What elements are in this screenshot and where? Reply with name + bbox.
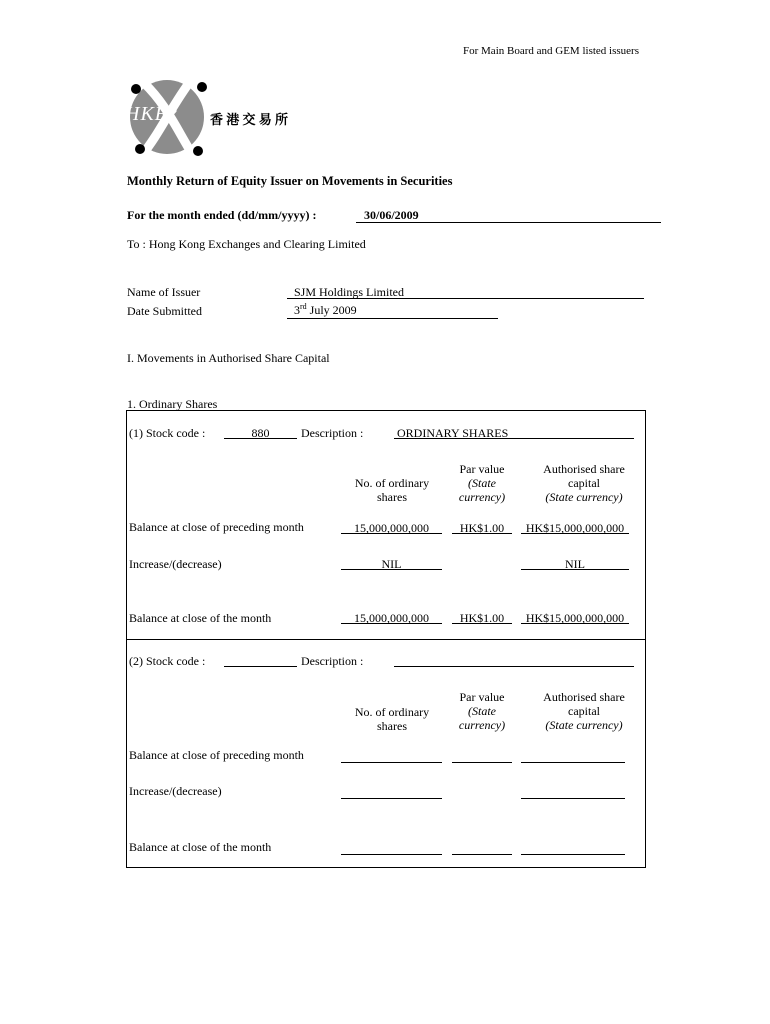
col-header-text: (State: [468, 476, 496, 490]
col-header-text: (State currency): [545, 718, 623, 732]
row-label-increase-1: Increase/(decrease): [129, 557, 222, 571]
date-submitted-label: Date Submitted: [127, 304, 202, 318]
col-header-text: (State: [468, 704, 496, 718]
form-applicability-note: For Main Board and GEM listed issuers: [463, 45, 639, 57]
recipient-line: To : Hong Kong Exchanges and Clearing Limited: [127, 237, 366, 251]
month-ended-underline: [356, 222, 661, 223]
col-header-auth-capital-1: [520, 462, 648, 504]
stock-code-value-1: 880: [251, 426, 270, 440]
increase-no-shares-blank-2: [341, 798, 442, 799]
stock-code-underline-1: [224, 438, 297, 439]
col-header-text: shares: [377, 719, 407, 733]
month-ended-label: For the month ended (dd/mm/yyyy) :: [127, 208, 317, 222]
description-label-1: Description :: [301, 426, 364, 440]
col-header-text: currency): [458, 718, 506, 732]
description-underline-1: [394, 438, 634, 439]
date-suffix: rd: [300, 302, 307, 311]
col-header-text: Par value: [459, 690, 505, 704]
date-rest: July 2009: [306, 303, 357, 317]
close-par-value-blank-2: [452, 854, 512, 855]
col-header-text: Authorised share: [543, 690, 625, 704]
col-header-par-value-1: [450, 462, 514, 504]
close-no-shares-blank-2: [341, 854, 442, 855]
preceding-auth-capital-blank-2: [521, 762, 625, 763]
col-header-text: capital: [568, 704, 600, 718]
issuer-underline: [287, 298, 644, 299]
close-auth-capital-1: HK$15,000,000,000: [525, 611, 625, 625]
stock-code-label-1: (1) Stock code :: [129, 426, 206, 440]
subsection-title: 1. Ordinary Shares: [127, 397, 218, 411]
col-header-auth-capital-2: [520, 690, 648, 732]
preceding-par-value-1: HK$1.00: [459, 521, 505, 535]
col-header-text: Authorised share: [543, 462, 625, 476]
row-label-preceding-1: Balance at close of preceding month: [129, 520, 304, 534]
month-ended-value: 30/06/2009: [364, 208, 419, 222]
stock-code-underline-2: [224, 666, 297, 667]
preceding-no-shares-blank-2: [341, 762, 442, 763]
stock-code-label-2: (2) Stock code :: [129, 654, 206, 668]
row-label-close-1: Balance at close of the month: [129, 611, 272, 625]
date-underline: [287, 318, 498, 319]
col-header-text: Par value: [459, 462, 505, 476]
row-label-increase-2: Increase/(decrease): [129, 784, 222, 798]
col-header-text: (State currency): [545, 490, 623, 504]
col-header-par-value-2: [450, 690, 514, 732]
close-auth-capital-blank-2: [521, 854, 625, 855]
close-no-shares-1: 15,000,000,000: [354, 611, 429, 625]
row-label-preceding-2: Balance at close of preceding month: [129, 748, 304, 762]
logo-text: HKEx: [125, 103, 178, 125]
col-header-no-shares-1: [340, 476, 444, 504]
description-value-1: ORDINARY SHARES: [397, 426, 509, 440]
row-label-close-2: Balance at close of the month: [129, 840, 272, 854]
col-header-text: No. of ordinary: [354, 705, 430, 719]
issuer-value: SJM Holdings Limited: [294, 285, 405, 299]
col-header-text: shares: [377, 490, 407, 504]
description-underline-2: [394, 666, 634, 667]
preceding-par-value-blank-2: [452, 762, 512, 763]
description-label-2: Description :: [301, 654, 364, 668]
preceding-no-shares-1: 15,000,000,000: [354, 521, 429, 535]
section-title: I. Movements in Authorised Share Capital: [127, 351, 330, 365]
issuer-label: Name of Issuer: [127, 285, 201, 299]
date-day: 3: [294, 303, 300, 317]
form-title: Monthly Return of Equity Issuer on Movements in Securities: [127, 174, 453, 188]
col-header-no-shares-2: [340, 705, 444, 733]
col-header-text: No. of ordinary: [354, 476, 430, 490]
date-submitted-value: [294, 302, 357, 318]
col-header-text: capital: [568, 476, 600, 490]
block-divider: [126, 639, 646, 640]
logo-chinese-name: 香 港 交 易 所: [210, 112, 289, 127]
increase-no-shares-1: NIL: [381, 557, 402, 571]
increase-auth-capital-blank-2: [521, 798, 625, 799]
increase-auth-capital-1: NIL: [565, 557, 585, 571]
col-header-text: currency): [458, 490, 506, 504]
preceding-auth-capital-1: HK$15,000,000,000: [525, 521, 625, 535]
close-par-value-1: HK$1.00: [459, 611, 505, 625]
